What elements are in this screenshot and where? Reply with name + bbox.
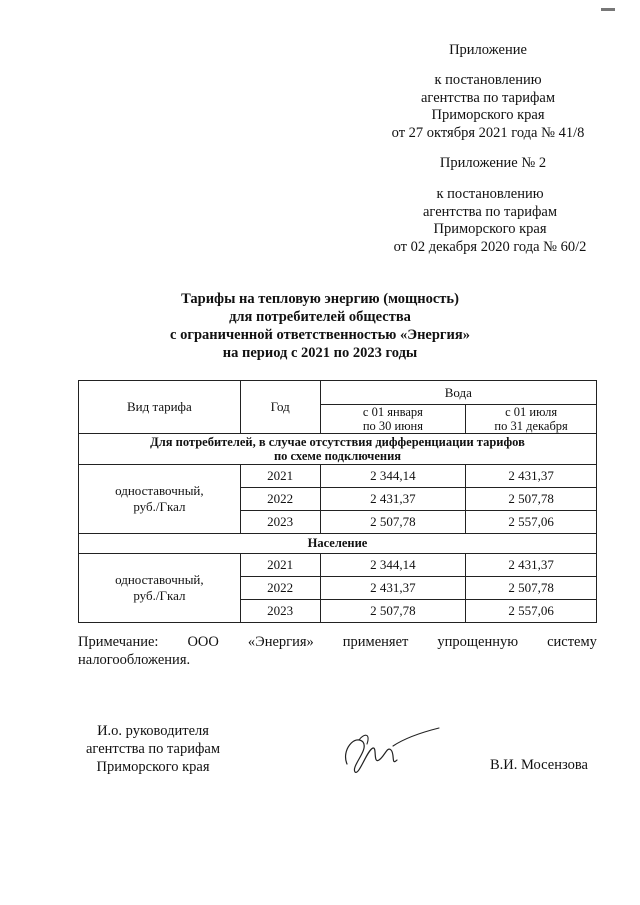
tariff-type-cell (79, 554, 241, 623)
section-heading-row (79, 434, 597, 465)
table-row (79, 554, 597, 577)
value-cell: 2 557,06 (466, 511, 597, 534)
period1-to: по 30 июня (362, 419, 423, 433)
signer-position-line: И.о. руководителя (97, 723, 209, 739)
value-cell: 2 344,14 (320, 465, 466, 488)
section-heading-line: Для потребителей, в случае отсутствия дифференциации тарифов (150, 435, 525, 449)
note-word: Примечание: (78, 634, 159, 650)
year-cell: 2022 (240, 577, 320, 600)
note-word: применяет (342, 634, 409, 650)
note-word: «Энергия» (247, 634, 314, 650)
note-line: налогообложения. (78, 652, 191, 668)
title-line: с ограниченной ответственностью «Энергия» (170, 327, 470, 343)
col-header-year: Год (240, 381, 320, 434)
section-heading: Население (79, 534, 597, 554)
note-word: упрощенную (437, 634, 519, 650)
note (78, 633, 597, 669)
section-heading-row (79, 534, 597, 554)
tariff-unit-line: руб./Гкал (133, 588, 186, 603)
appendix2-heading: Приложение № 2 (439, 155, 547, 171)
appendix1-line: к постановлению (434, 72, 542, 88)
year-cell: 2021 (240, 554, 320, 577)
value-cell: 2 507,78 (466, 488, 597, 511)
year-cell: 2021 (240, 465, 320, 488)
value-cell: 2 507,78 (320, 600, 466, 623)
year-cell: 2022 (240, 488, 320, 511)
title-line: Тарифы на тепловую энергию (мощность) (181, 291, 459, 307)
value-cell: 2 557,06 (466, 600, 597, 623)
appendix2-line: от 02 декабря 2020 года № 60/2 (393, 238, 587, 255)
period2-from: с 01 июля (505, 405, 558, 419)
value-cell: 2 507,78 (320, 511, 466, 534)
appendix1-reference (370, 72, 606, 142)
col-header-tariff-type: Вид тарифа (79, 381, 241, 434)
appendix2-reference (372, 186, 608, 256)
tariff-type-line: одноставочный, (115, 572, 204, 587)
appendix1-line: Приморского края (431, 107, 545, 123)
signer-position-line: агентства по тарифам (86, 741, 220, 757)
handwritten-signature (333, 720, 443, 780)
value-cell: 2 431,37 (466, 465, 597, 488)
appendix2-line: к постановлению (436, 186, 544, 202)
appendix2-line: агентства по тарифам (423, 203, 557, 220)
appendix2-line: Приморского края (433, 221, 547, 237)
document-title (90, 290, 550, 362)
period2-to: по 31 декабря (494, 419, 568, 433)
title-line: на период с 2021 по 2023 годы (222, 345, 418, 361)
table-header-row (79, 381, 597, 405)
col-header-period1 (320, 405, 466, 434)
title-line: для потребителей общества (229, 309, 411, 325)
tariff-table (78, 380, 597, 623)
tariff-type-cell (79, 465, 241, 534)
signer-name: В.И. Мосензова (490, 757, 588, 773)
section-heading-line: по схеме подключения (273, 449, 402, 463)
scan-mark (601, 8, 615, 11)
note-word: систему (547, 634, 597, 650)
value-cell: 2 431,37 (320, 577, 466, 600)
appendix1-line: агентства по тарифам (421, 89, 555, 106)
year-cell: 2023 (240, 600, 320, 623)
appendix1-heading: Приложение (449, 42, 527, 58)
col-header-period2 (466, 405, 597, 434)
value-cell: 2 431,37 (466, 554, 597, 577)
appendix1-line: от 27 октября 2021 года № 41/8 (391, 124, 585, 141)
tariff-unit-line: руб./Гкал (133, 499, 186, 514)
value-cell: 2 344,14 (320, 554, 466, 577)
tariff-type-line: одноставочный, (115, 483, 204, 498)
col-header-water: Вода (320, 381, 596, 405)
note-line (78, 633, 597, 651)
section-heading (79, 434, 597, 465)
note-word: ООО (187, 634, 219, 650)
period1-from: с 01 января (362, 405, 423, 419)
signer-position-line: Приморского края (96, 759, 210, 775)
value-cell: 2 507,78 (466, 577, 597, 600)
signer-position (78, 722, 228, 776)
value-cell: 2 431,37 (320, 488, 466, 511)
year-cell: 2023 (240, 511, 320, 534)
table-row (79, 465, 597, 488)
